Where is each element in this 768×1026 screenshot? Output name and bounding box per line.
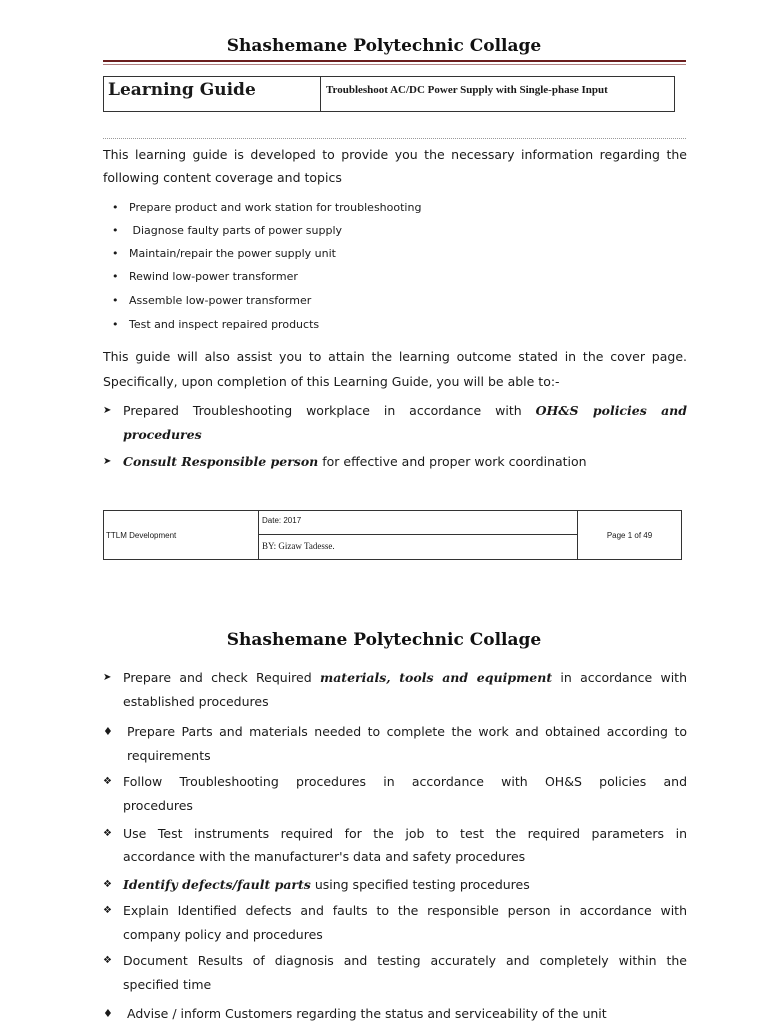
list-item-continuation: requirements (127, 748, 211, 763)
footer-org: TTLM Development (104, 511, 259, 559)
list-item-continuation: company policy and procedures (123, 927, 323, 942)
list-item-continuation: established procedures (123, 694, 269, 709)
topic-text: Assemble low-power transformer (129, 293, 312, 307)
footer-date: Date: 2017 (259, 511, 577, 535)
footer-page-number: Page 1 of 49 (606, 530, 653, 540)
outcome-intro-line-2: Specifically, upon completion of this Learning Guide, you will be able to:- (103, 374, 560, 389)
list-item-continuation: procedures (123, 798, 193, 813)
list-item: ❖ Use Test instruments required for the job to test the required parameters in (103, 822, 687, 846)
star-diamond-icon: ❖ (103, 879, 112, 890)
arrow-icon: ➤ (103, 405, 112, 416)
bullet-icon: • (112, 293, 119, 307)
outcome-text: Consult Responsible person for effective and proper work coordination (123, 454, 587, 469)
list-item: ♦ Advise / inform Customers regarding the status and serviceability of the unit (103, 1002, 687, 1026)
list-item-continuation: specified time (123, 977, 212, 992)
star-diamond-icon: ❖ (103, 905, 112, 916)
list-item-continuation (103, 423, 687, 447)
list-item: ❖ Follow Troubleshooting procedures in accordance with OH&S policies and (103, 770, 687, 794)
arrow-icon: ➤ (103, 672, 112, 683)
list-item (103, 450, 687, 474)
list-item: ❖ Explain Identified defects and faults to the responsible person in accordance with (103, 899, 687, 923)
outcome-intro-line-1: This guide will also assist you to attain the learning outcome stated in the cover page. (103, 349, 687, 364)
list-item (112, 245, 632, 261)
outcome-text: procedures (123, 427, 202, 442)
diamond-icon: ♦ (103, 725, 113, 738)
list-item (103, 399, 687, 423)
bullet-icon: • (112, 246, 119, 260)
intro-line-2: following content coverage and topics (103, 170, 342, 185)
page-title: Shashemane Polytechnic Collage (226, 630, 542, 650)
learning-guide-box (103, 76, 675, 112)
list-item: ❖ Document Results of diagnosis and testing accurately and completely within the (103, 949, 687, 973)
page-title: Shashemane Polytechnic Collage (226, 36, 542, 56)
bullet-icon: • (112, 200, 119, 214)
outcome-text: Prepared Troubleshooting workplace in accordance with OH&S policies and (123, 403, 688, 418)
learning-guide-label: Learning Guide (104, 77, 321, 111)
list-item: ♦ Prepare Parts and materials needed to complete the work and obtained according to (103, 720, 687, 744)
bullet-icon: • (112, 223, 119, 237)
list-item (112, 316, 632, 332)
list-item (112, 292, 632, 308)
header-rule (103, 60, 686, 62)
list-item (112, 268, 632, 284)
bullet-icon: • (112, 317, 119, 331)
arrow-icon: ➤ (103, 456, 112, 467)
list-item: ❖ Identify defects/fault parts using specified testing procedures (103, 873, 687, 897)
star-diamond-icon: ❖ (103, 828, 112, 839)
topic-text: Test and inspect repaired products (129, 317, 320, 331)
dotted-divider (103, 138, 686, 139)
footer-table (103, 510, 682, 560)
topic-text: Diagnose faulty parts of power supply (129, 223, 343, 237)
bullet-icon: • (112, 269, 119, 283)
topic-text: Maintain/repair the power supply unit (129, 246, 336, 260)
list-item (112, 199, 632, 215)
diamond-icon: ♦ (103, 1007, 113, 1020)
intro-line-1: This learning guide is developed to provide you the necessary information regarding the (103, 147, 687, 162)
learning-guide-topic: Troubleshoot AC/DC Power Supply with Single-phase Input (326, 84, 608, 96)
topic-text: Prepare product and work station for troubleshooting (129, 200, 422, 214)
footer-author: BY: Gizaw Tadesse. (262, 541, 335, 551)
list-item: ➤ Prepare and check Required materials, tools and equipment in accordance with (103, 666, 687, 690)
star-diamond-icon: ❖ (103, 776, 112, 787)
topic-text: Rewind low-power transformer (129, 269, 298, 283)
header-rule-thin (103, 64, 686, 65)
star-diamond-icon: ❖ (103, 955, 112, 966)
list-item-continuation: accordance with the manufacturer's data and safety procedures (123, 849, 526, 864)
list-item (112, 222, 632, 238)
